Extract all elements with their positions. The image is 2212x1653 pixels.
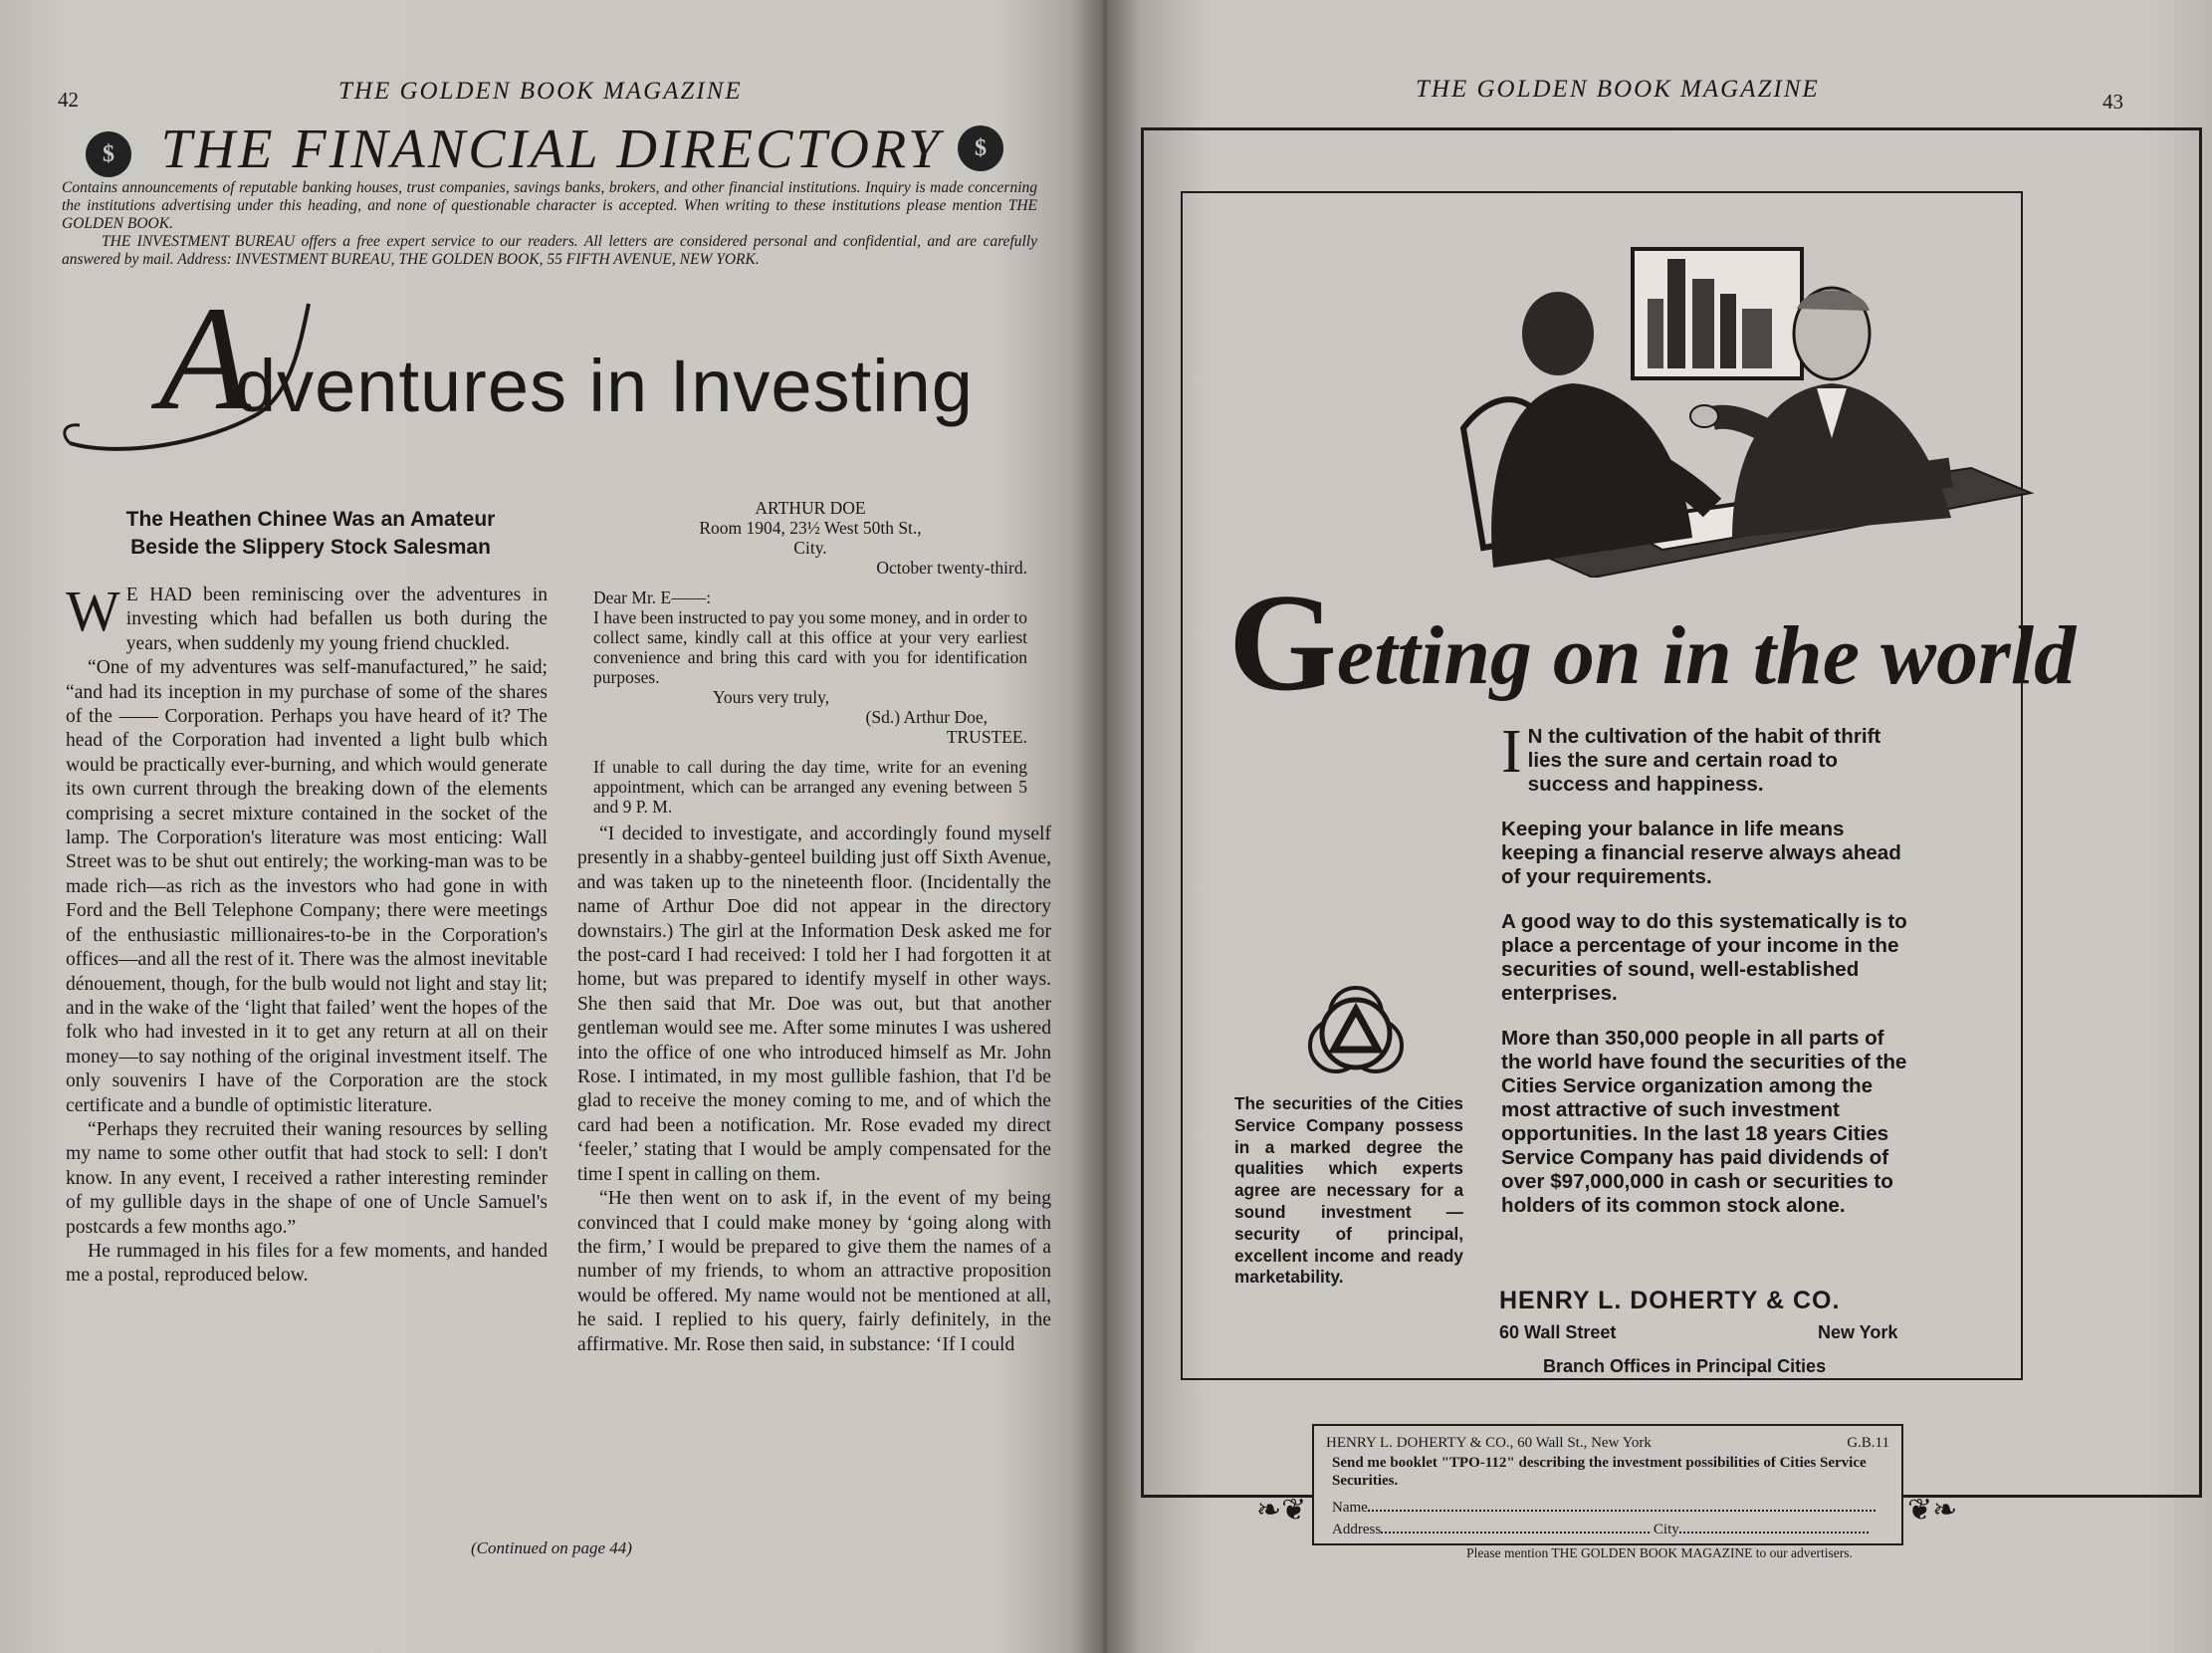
- paragraph: He rummaged in his files for a few moments, and handed me a postal, reproduced below.: [66, 1240, 548, 1287]
- card-signature: (Sd.) Arthur Doe,: [865, 707, 988, 727]
- card-salutation: Dear Mr. E——:: [593, 588, 712, 607]
- coupon-address-field[interactable]: [1332, 1520, 1889, 1538]
- coupon-address-label: Address: [1332, 1522, 1382, 1537]
- article-column-2: [577, 823, 1051, 1357]
- running-head: THE GOLDEN BOOK MAGAZINE: [1416, 76, 1820, 103]
- businessmen-illustration-icon: [1195, 239, 2051, 578]
- left-page: [0, 0, 1103, 1653]
- coupon-request: Send me booklet "TPO-112" describing the investment possibilities of Cities Service Securities.: [1332, 1455, 1867, 1489]
- ad-paragraph: A good way to do this systematically is to place a percentage of your income in the securities of sound, well-established enterprises.: [1501, 910, 1907, 1005]
- company-street: 60 Wall Street: [1499, 1322, 1617, 1342]
- subhead-line: The Heathen Chinee Was an Amateur: [125, 508, 496, 531]
- coupon-name-label: Name: [1332, 1500, 1368, 1516]
- ad-body: [1501, 718, 1915, 1239]
- card-city: City.: [793, 538, 827, 558]
- card-body: I have been instructed to pay you some money, and in order to collect same, kindly call at this office at your very earliest convenience and bring this card with you for identification purposes.: [593, 607, 1027, 687]
- coupon-code: G.B.11: [1847, 1435, 1889, 1451]
- coupon-name-field[interactable]: [1332, 1498, 1889, 1517]
- article-subhead: [62, 506, 559, 562]
- postcard-reproduction: [593, 498, 1027, 817]
- paragraph: “One of my adventures was self-manufactured,” he said; “and had its inception in my purchase of some of the shares of the —— Corporation. Perhaps you have heard of it? The head of the Corporation had invented a light bulb which would be practically ever-burning, and which would generate its own current through the breaking down of the elements comprising a secret mixture contained in the socket of the lamp. The Corporation's literature was most enticing: Wall Street was to be shut out entirely; the working-man was to be made rich—as rich as the investors who had gone in with Ford and the Bell Telephone Company; there were meetings of the enthusiastic millionaires-to-be in the Corporation's offices—and all the rest of it. There was the almost inevitable dénouement, though, for the bulb would not light and stay lit; and in the wake of the ‘light that failed’ went the hopes of the folk who had invested in it to get any return at all on their money—to say nothing of the original investment itself. The only souvenirs I have of the Corporation are the stock certificate and a bundle of optimistic literature.: [66, 657, 548, 1116]
- order-coupon[interactable]: [1312, 1424, 1903, 1545]
- ad-headline: [1228, 566, 2077, 720]
- card-trustee: TRUSTEE.: [946, 727, 1027, 747]
- directory-title: THE FINANCIAL DIRECTORY: [160, 118, 943, 180]
- company-branches: Branch Offices in Principal Cities: [1543, 1356, 1827, 1376]
- paragraph: “I decided to investigate, and accordingly found myself presently in a shabby-genteel building just off Sixth Avenue, and was taken up to the nineteenth floor. (Incidentally the name of Arthur Doe did not appear in the directory downstairs.) The girl at the Information Desk asked me for the post-card I had received: I told her I had forgotten it at home, but was prepared to identify myself in other ways. She then said that Mr. Doe was out, but that another gentleman would see me. After some minutes I was ushered into the office of one who introduced himself as Mr. John Rose. I intimated, in my most gullible fashion, that I'd be glad to receive the money coming to me, and of which the card had been a notification. Mr. Rose evaded my direct ‘feeler,’ stating that I would be amply compensated for the time I spent in calling on them.: [577, 824, 1051, 1185]
- company-city: New York: [1818, 1322, 1898, 1342]
- coupon-city-label: City: [1653, 1522, 1679, 1537]
- company-name: HENRY L. DOHERTY & CO.: [1499, 1287, 1841, 1314]
- paragraph: “He then went on to ask if, in the event of my being convinced that I could make money by ‘going along with the firm,’ I would be prepared to give them the names of a number of my friends, to whom an attractive proposition would be offered. My name would not be mentioned at all, he said. I replied to his query, fairly definitely, in the affirmative. Mr. Rose then said, in substance: ‘If I could: [577, 1188, 1051, 1355]
- ornament-scroll-icon: ❧❦: [1256, 1494, 1307, 1527]
- coupon-header: [1326, 1434, 1889, 1452]
- money-bag-seal-icon: $: [958, 125, 1003, 171]
- card-room: Room 1904, 23½ West 50th St.,: [699, 518, 922, 538]
- page-number: 42: [58, 88, 79, 112]
- running-head: THE GOLDEN BOOK MAGAZINE: [338, 78, 743, 105]
- drop-cap: I: [1501, 718, 1522, 786]
- article-column-1: [66, 579, 548, 1289]
- intro-paragraph: THE INVESTMENT BUREAU offers a free expert service to our readers. All letters are considered personal and confidential, and are carefully answered by mail. Address: INVESTMENT BUREAU, THE GOLDEN BOOK, 55 FIFTH AVENUE, NEW YORK.: [62, 233, 1037, 268]
- page-number: 43: [2102, 90, 2123, 114]
- title-initial: A: [159, 276, 251, 441]
- paragraph: “Perhaps they recruited their waning resources by selling my name to some other outfit that had stock to sell: I don't know. In any event, I received a rather interesting reminder of my gullible days in the shape of one of Uncle Samuel's postcards a few months ago.”: [66, 1118, 548, 1238]
- card-postscript: If unable to call during the day time, write for an evening appointment, which can be arranged any evening between 5 and 9 P. M.: [593, 757, 1027, 817]
- continued-note: (Continued on page 44): [471, 1538, 632, 1557]
- title-text: dventures in Investing: [235, 345, 974, 427]
- card-date: October twenty-third.: [876, 558, 1027, 578]
- ad-paragraph: Keeping your balance in life means keeping a financial reserve always ahead of your requirements.: [1501, 818, 1901, 888]
- headline-initial: G: [1228, 566, 1337, 720]
- city-blank[interactable]: [1679, 1520, 1869, 1534]
- directory-intro: [62, 179, 1037, 269]
- card-name: ARTHUR DOE: [755, 498, 866, 518]
- ad-paragraph: N the cultivation of the habit of thrift lies the sure and certain road to success and happiness.: [1527, 725, 1881, 796]
- coupon-address: HENRY L. DOHERTY & CO., 60 Wall St., New York: [1326, 1435, 1652, 1451]
- headline-text: etting on in the world: [1336, 609, 2077, 702]
- money-bag-seal-icon: $: [86, 131, 131, 177]
- paragraph: E HAD been reminiscing over the adventures in investing which had befallen us both during the years, when suddenly my young friend chuckled.: [125, 585, 548, 654]
- ad-sidebar: The securities of the Cities Service Company possess in a marked degree the qualities which experts agree are necessary for a sound investment — security of principal, excellent income and ready marketability.: [1234, 1093, 1463, 1288]
- drop-cap: W: [66, 579, 120, 643]
- cities-service-triangle-logo-icon: [1308, 984, 1404, 1079]
- advertiser-mention: Please mention THE GOLDEN BOOK MAGAZINE to our advertisers.: [1466, 1545, 1853, 1560]
- article-title: [60, 276, 1015, 463]
- name-blank[interactable]: [1368, 1498, 1876, 1512]
- intro-paragraph: Contains announcements of reputable banking houses, trust companies, savings banks, brokers, and other financial institutions. Inquiry is made concerning the institutions advertising under this heading, and none of questionable character is accepted. When writing to these institutions please mention THE GOLDEN BOOK.: [62, 179, 1037, 232]
- card-close: Yours very truly,: [713, 687, 830, 707]
- address-blank[interactable]: [1381, 1520, 1650, 1534]
- ornament-scroll-icon: ❦❧: [1907, 1494, 1958, 1527]
- ad-paragraph: More than 350,000 people in all parts of the world have found the securities of the Cities Service organization among the most attractive of such investment opportunities. In the last 18 years Cities Service Company has paid dividends of over $97,000,000 in cash or securities to holders of its common stock alone.: [1501, 1027, 1907, 1217]
- subhead-line: Beside the Slippery Stock Salesman: [130, 536, 491, 559]
